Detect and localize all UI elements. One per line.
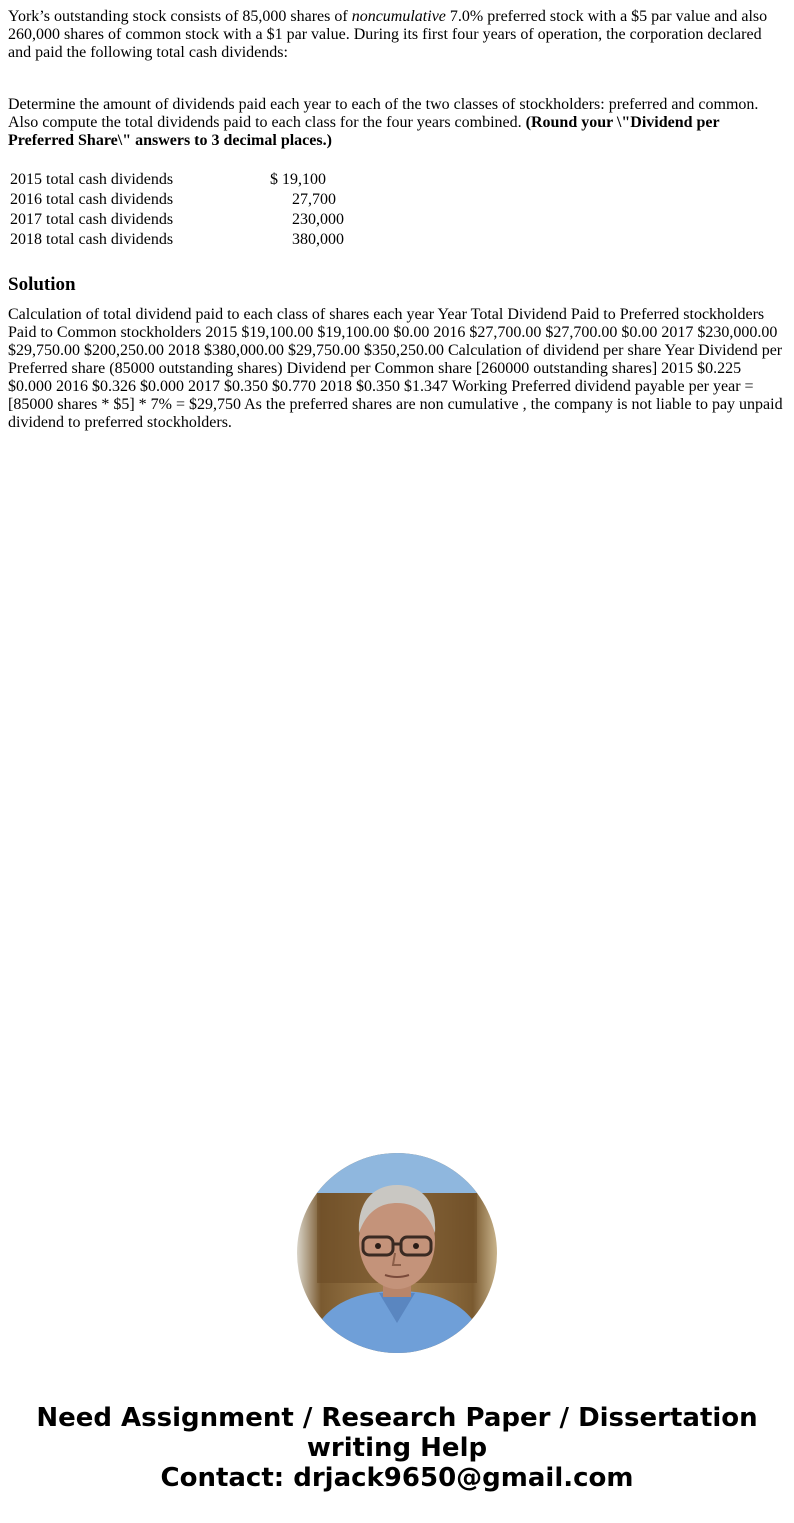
row-label: 2015 total cash dividends (10, 171, 174, 188)
promo-banner (0, 1403, 794, 1493)
table-row (8, 170, 346, 190)
row-currency: $ (270, 171, 278, 188)
row-label: 2017 total cash dividends (10, 211, 174, 228)
promo-line-2: writing Help (306, 1433, 488, 1463)
table-row (8, 230, 346, 250)
row-amount: 380,000 (292, 231, 344, 248)
intro-text-end: 7.0% preferred stock with a $5 par value and also 260,000 shares of common stock with a $1 par value. During its first four years of operation, the corporation declared and paid the following total cash dividends: (8, 8, 768, 61)
promo-line-1: Need Assignment / Research Paper / Dissertation (36, 1403, 758, 1433)
promo-contact-line: Contact: drjack9650@gmail.com (160, 1463, 634, 1493)
task-text: Determine the amount of dividends paid each year to each of the two classes of stockholders: preferred and common. Also compute the total dividends paid to each class for the four years combined. (8, 96, 759, 131)
row-label: 2016 total cash dividends (10, 191, 174, 208)
row-amount: 27,700 (292, 191, 336, 208)
row-amount: 230,000 (292, 211, 344, 228)
question-task (8, 96, 786, 150)
table-row (8, 210, 346, 230)
solution-body: Calculation of total dividend paid to each class of shares each year Year Total Dividend Paid to Preferred stockholders Paid to Common stockholders 2015 $19,100.00 $19,100.00 $0.00 2016 $27,700.00 $27,700.00 $0.00 2017 $230,000.00 $29,750.00 $200,250.00 2018 $380,000.00 $29,750.00 $350,250.00 Calculation of dividend per share Year Dividend per Preferred share (85000 outstanding shares) Dividend per Common share [260000 outstanding shares] 2015 $0.225 $0.000 2016 $0.326 $0.000 2017 $0.350 $0.770 2018 $0.350 $1.347 Working Preferred dividend payable per year = [85000 shares * $5] * 7% = $29,750 As the preferred shares are non cumulative , the company is not liable to pay unpaid dividend to preferred stockholders. (8, 306, 783, 431)
intro-text-start: York’s outstanding stock consists of 85,000 shares of (8, 8, 352, 25)
main-content (8, 8, 786, 432)
table-row (8, 190, 346, 210)
intro-italic-term: noncumulative (351, 8, 446, 25)
solution-heading: Solution (8, 274, 76, 295)
row-amount: 19,100 (282, 171, 326, 188)
dividends-table (8, 170, 346, 250)
question-intro (8, 8, 786, 62)
row-currency (268, 210, 280, 230)
author-avatar (297, 1153, 497, 1353)
task-rounding-note: (Round your \"Dividend per Preferred Share\" answers to 3 decimal places.) (8, 114, 720, 149)
row-currency (268, 190, 280, 210)
row-currency (268, 230, 280, 250)
avatar-portrait-icon (297, 1153, 497, 1353)
row-label: 2018 total cash dividends (10, 231, 174, 248)
